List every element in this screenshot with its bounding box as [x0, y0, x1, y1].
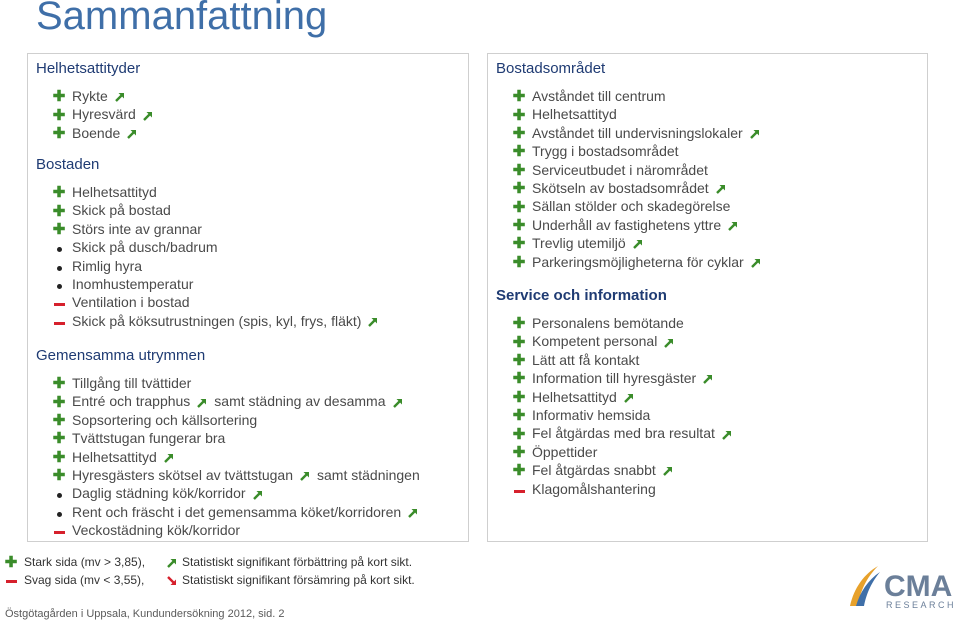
- list-item-label: Störs inte av grannar: [72, 220, 202, 237]
- list-item: [52, 87, 126, 105]
- list-item: [512, 351, 639, 369]
- plus-icon: ✚: [512, 333, 526, 351]
- arrow-up-icon: [407, 507, 419, 519]
- list-item: [512, 142, 679, 160]
- list-item: [512, 234, 644, 252]
- plus-icon: ✚: [4, 553, 18, 571]
- list-item: [52, 238, 218, 256]
- list-item: [512, 461, 674, 479]
- list-item: [52, 183, 157, 201]
- list-item: [512, 197, 730, 215]
- legend-decline: [166, 572, 415, 588]
- arrow-up-icon: [721, 429, 733, 441]
- arrow-up-icon: [727, 220, 739, 232]
- plus-icon: ✚: [52, 106, 66, 124]
- legend-improve: [166, 554, 412, 570]
- bullet-icon: [52, 276, 66, 294]
- plus-icon: ✚: [52, 88, 66, 106]
- plus-icon: ✚: [512, 161, 526, 179]
- list-item-label: Underhåll av fastighetens yttre: [532, 216, 722, 233]
- plus-icon: ✚: [512, 88, 526, 106]
- list-item-label: Klagomålshantering: [532, 480, 656, 497]
- list-item: [52, 201, 171, 219]
- legend-decline-label: Statistiskt signifikant försämring på kort sikt.: [182, 573, 415, 587]
- list-item: [52, 105, 154, 123]
- list-item-label: Hyresvärd: [72, 106, 136, 123]
- list-item-label: Information till hyresgäster: [532, 370, 697, 387]
- bullet-icon: [52, 258, 66, 276]
- plus-icon: ✚: [512, 106, 526, 124]
- list-item: [512, 105, 617, 123]
- arrow-up-icon: [252, 489, 264, 501]
- section-title: Bostadsområdet: [496, 60, 606, 77]
- footer-text: Östgötagården i Uppsala, Kundundersökning 2012, sid. 2: [5, 608, 285, 620]
- list-item: [512, 179, 727, 197]
- arrow-down-icon: [166, 575, 178, 587]
- bullet-icon: [52, 486, 66, 504]
- list-item-label-continued: samt städningen: [317, 467, 420, 483]
- list-item-label: Fel åtgärdas med bra resultat: [532, 425, 715, 442]
- list-item: [512, 443, 597, 461]
- list-item-label: Helhetsattityd: [72, 184, 157, 200]
- arrow-up-icon: [623, 392, 635, 404]
- list-item-label: Sopsortering och källsortering: [72, 411, 258, 428]
- list-item-label: Tvättstugan fungerar bra: [72, 430, 226, 447]
- arrow-up-icon: [166, 557, 178, 569]
- legend-strong-label: Stark sida (mv > 3,85),: [24, 555, 146, 569]
- list-item-label: Hyresgästers skötsel av tvättstugan: [72, 467, 293, 483]
- list-item-label: Rykte: [72, 88, 108, 104]
- list-item: [512, 253, 762, 271]
- section-title: Gemensamma utrymmen: [36, 347, 206, 364]
- section-title: Bostaden: [36, 156, 100, 173]
- arrow-up-icon: [142, 110, 154, 122]
- list-item: [512, 161, 708, 179]
- list-item: [52, 411, 257, 429]
- arrow-up-icon: [114, 91, 126, 103]
- plus-icon: ✚: [512, 180, 526, 198]
- legend-improve-label: Statistiskt signifikant förbättring på kort sikt.: [182, 555, 413, 569]
- minus-icon: [512, 481, 526, 499]
- list-item: [512, 314, 684, 332]
- plus-icon: ✚: [52, 184, 66, 202]
- arrow-up-icon: [299, 470, 311, 482]
- plus-icon: ✚: [512, 444, 526, 462]
- plus-icon: ✚: [52, 375, 66, 393]
- list-item-label: Fel åtgärdas snabbt: [532, 462, 656, 479]
- list-item: [52, 220, 202, 238]
- list-item: [512, 332, 675, 350]
- arrow-up-icon: [392, 397, 404, 409]
- list-item: [512, 87, 666, 105]
- plus-icon: ✚: [512, 198, 526, 216]
- plus-icon: ✚: [512, 462, 526, 480]
- list-item-label: Serviceutbudet i närområdet: [532, 161, 708, 178]
- plus-icon: ✚: [512, 425, 526, 443]
- plus-icon: ✚: [52, 467, 66, 485]
- list-item: [512, 388, 635, 406]
- list-item-label: Avståndet till centrum: [532, 88, 666, 104]
- list-item: [52, 484, 264, 502]
- list-item: [52, 448, 175, 466]
- plus-icon: ✚: [512, 388, 526, 406]
- list-item-label: Öppettider: [532, 443, 598, 460]
- list-item-label: Daglig städning kök/korridor: [72, 485, 246, 502]
- list-item-label: Skick på köksutrustningen (spis, kyl, frys, fläkt): [72, 312, 362, 329]
- arrow-up-icon: [163, 452, 175, 464]
- list-item-label: Sällan stölder och skadegörelse: [532, 198, 731, 215]
- list-item-label: Entré och trapphus: [72, 393, 191, 410]
- arrow-up-icon: [715, 183, 727, 195]
- list-item: [512, 124, 761, 142]
- list-item-label: Parkeringsmöjligheterna för cyklar: [532, 253, 744, 270]
- list-item-label: Lätt att få kontakt: [532, 351, 640, 368]
- list-item: [52, 503, 419, 521]
- plus-icon: ✚: [512, 253, 526, 271]
- plus-icon: ✚: [512, 352, 526, 370]
- minus-icon: [52, 295, 66, 313]
- minus-icon: [52, 522, 66, 540]
- list-item-label: Ventilation i bostad: [72, 294, 190, 311]
- list-item-label: Tillgång till tvättider: [72, 375, 192, 391]
- arrow-up-icon: [750, 257, 762, 269]
- plus-icon: ✚: [512, 370, 526, 388]
- list-item-label: Trygg i bostadsområdet: [532, 143, 679, 160]
- list-item: [52, 257, 142, 275]
- plus-icon: ✚: [512, 217, 526, 235]
- list-item-label: Rent och fräscht i det gemensamma köket/korridoren: [72, 503, 402, 520]
- list-item-label: Veckostädning kök/korridor: [72, 522, 241, 539]
- list-item-label-continued: samt städning av desamma: [214, 393, 386, 410]
- plus-icon: ✚: [52, 125, 66, 143]
- list-item-label: Boende: [72, 124, 121, 141]
- list-item: [512, 424, 733, 442]
- legend-weak-label: Svag sida (mv < 3,55),: [24, 573, 145, 587]
- list-item-label: Helhetsattityd: [72, 448, 157, 465]
- list-item: [512, 369, 714, 387]
- list-item-label: Rimlig hyra: [72, 257, 143, 274]
- arrow-up-icon: [662, 465, 674, 477]
- list-item: [52, 374, 191, 392]
- list-item-label: Informativ hemsida: [532, 407, 651, 423]
- plus-icon: ✚: [512, 125, 526, 143]
- legend-weak: [4, 572, 144, 589]
- list-item: [512, 406, 650, 424]
- list-item-label: Trevlig utemiljö: [532, 235, 626, 252]
- arrow-up-icon: [126, 128, 138, 140]
- plus-icon: ✚: [512, 235, 526, 253]
- plus-icon: ✚: [52, 393, 66, 411]
- list-item: [52, 521, 240, 539]
- list-item-label: Helhetsattityd: [532, 106, 617, 123]
- list-item: [512, 216, 739, 234]
- plus-icon: ✚: [52, 202, 66, 220]
- arrow-up-icon: [702, 373, 714, 385]
- legend-strong: [4, 554, 145, 570]
- plus-icon: ✚: [512, 143, 526, 161]
- plus-icon: ✚: [52, 221, 66, 239]
- list-item: [52, 466, 420, 484]
- list-item: [52, 293, 190, 311]
- list-item-label: Inomhustemperatur: [72, 276, 194, 292]
- page-title: Sammanfattning: [36, 0, 328, 38]
- section-title: Helhetsattityder: [36, 60, 141, 77]
- cma-logo: [844, 562, 960, 612]
- list-item-label: Kompetent personal: [532, 333, 658, 350]
- arrow-up-icon: [196, 397, 208, 409]
- list-item-label: Skick på bostad: [72, 202, 171, 219]
- plus-icon: ✚: [512, 315, 526, 333]
- bullet-icon: [52, 504, 66, 522]
- list-item: [52, 392, 404, 410]
- arrow-up-icon: [749, 128, 761, 140]
- logo-name: CMA: [884, 570, 953, 603]
- bullet-icon: [52, 239, 66, 257]
- arrow-up-icon: [367, 316, 379, 328]
- list-item-label: Personalens bemötande: [532, 315, 684, 331]
- plus-icon: ✚: [512, 407, 526, 425]
- section-title: Service och information: [496, 287, 667, 304]
- list-item: [52, 124, 138, 142]
- list-item: [52, 429, 225, 447]
- list-item-label: Helhetsattityd: [532, 388, 617, 405]
- list-item: [512, 480, 656, 498]
- list-item-label: Avståndet till undervisningslokaler: [532, 124, 743, 141]
- minus-icon: [4, 573, 18, 589]
- list-item-label: Skick på dusch/badrum: [72, 239, 218, 256]
- arrow-up-icon: [663, 337, 675, 349]
- list-item-label: Skötseln av bostadsområdet: [532, 180, 709, 196]
- list-item: [52, 312, 379, 330]
- minus-icon: [52, 313, 66, 331]
- plus-icon: ✚: [52, 430, 66, 448]
- plus-icon: ✚: [52, 448, 66, 466]
- arrow-up-icon: [632, 238, 644, 250]
- list-item: [52, 275, 193, 293]
- logo-sub: RESEARCH: [886, 600, 957, 610]
- plus-icon: ✚: [52, 412, 66, 430]
